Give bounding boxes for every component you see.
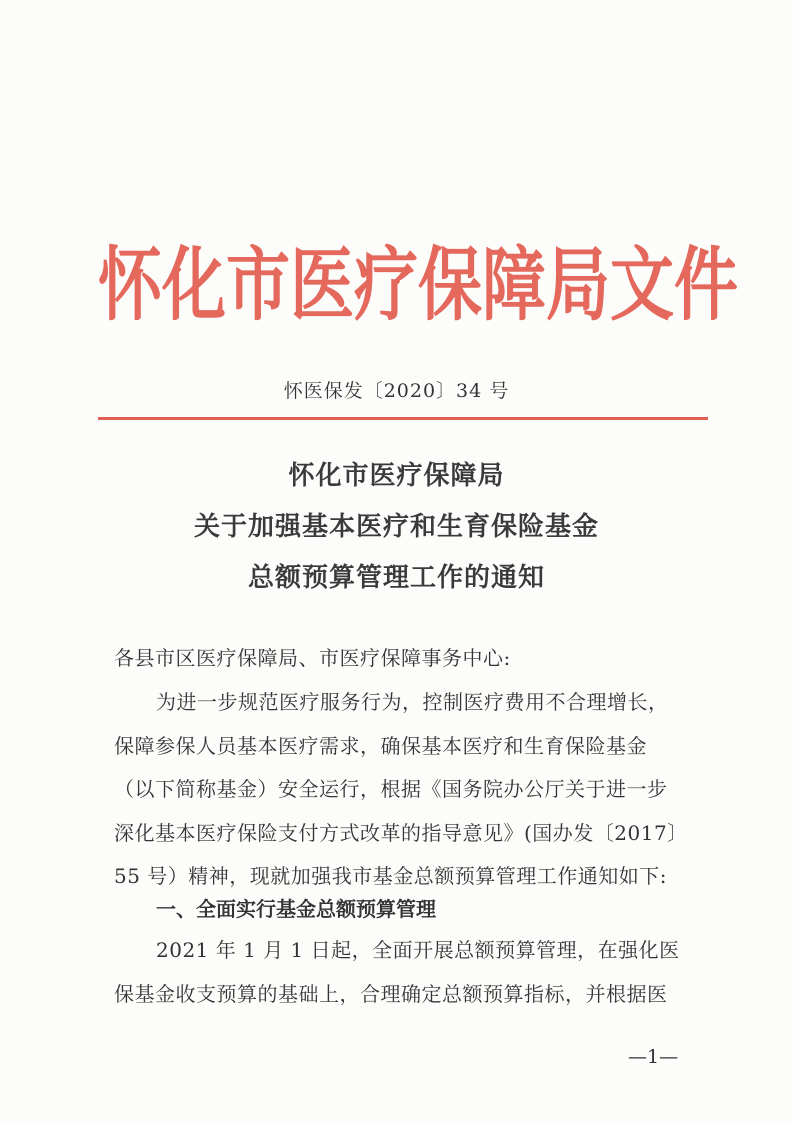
paragraph-line: 保基金收支预算的基础上，合理确定总额预算指标，并根据医 xyxy=(114,982,668,1006)
salutation: 各县市区医疗保障局、市医疗保障事务中心: xyxy=(114,646,511,670)
notice-title-line-2: 关于加强基本医疗和生育保险基金 xyxy=(193,512,599,542)
paragraph-line: 为进一步规范医疗服务行为，控制医疗费用不合理增长， xyxy=(156,690,669,714)
notice-title-line-1: 怀化市医疗保障局 xyxy=(288,461,505,491)
section-heading-1: 一、全面实行基金总额预算管理 xyxy=(156,897,436,921)
red-separator-line xyxy=(98,417,708,420)
masthead-title: 怀化市医疗保障局文件 xyxy=(98,239,738,333)
paragraph-line: 深化基本医疗保险支付方式改革的指导意见》(国办发〔2017〕 xyxy=(114,821,688,845)
document-number: 怀医保发〔2020〕34 号 xyxy=(283,380,510,402)
notice-title-line-3: 总额预算管理工作的通知 xyxy=(247,563,545,593)
paragraph-line: 55 号）精神，现就加强我市基金总额预算管理工作通知如下: xyxy=(114,864,668,888)
page-number: —1— xyxy=(628,1046,679,1068)
paragraph-line: 2021 年 1 月 1 日起，全面开展总额预算管理，在强化医 xyxy=(156,938,680,962)
paragraph-line: （以下简称基金）安全运行，根据《国务院办公厅关于进一步 xyxy=(114,777,668,801)
paragraph-line: 保障参保人员基本医疗需求，确保基本医疗和生育保险基金 xyxy=(114,734,647,758)
